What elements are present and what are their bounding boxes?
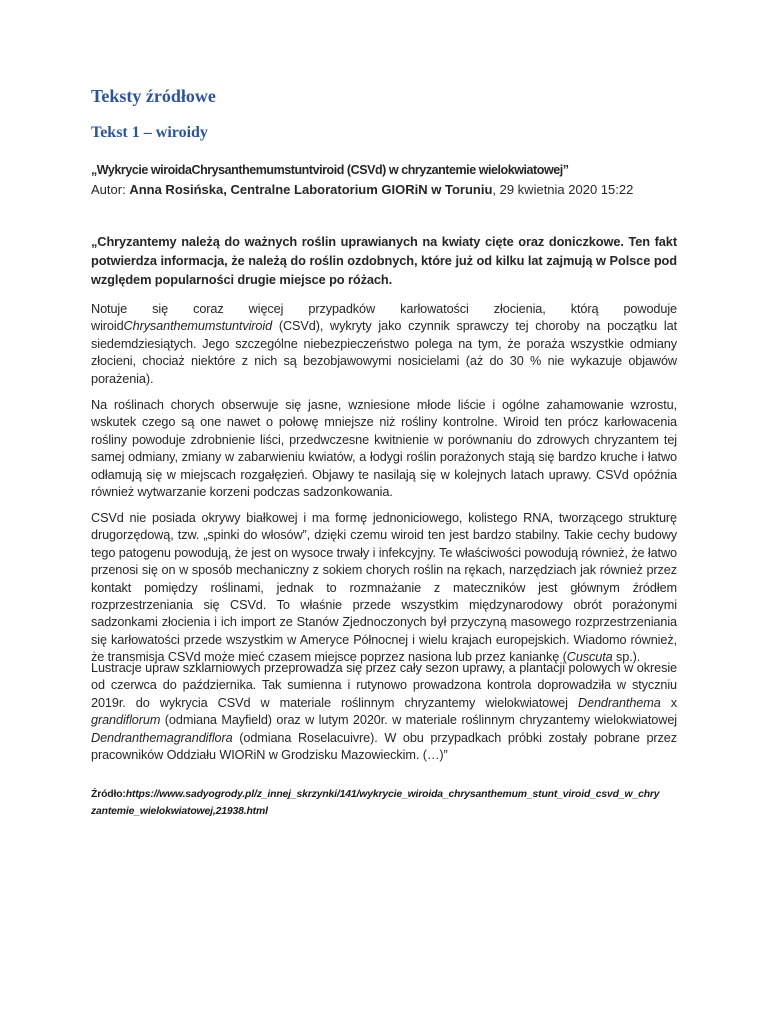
paragraph-3: Na roślinach chorych obserwuje się jasne, wzniesione młode liście i ogólne zahamowanie wzrostu, wskutek czego są one nawet o połowę mniejsze niż rośliny kontrolne. Wiroid ten prócz karłowacenia rośliny powoduje zdrobnienie liści, przedwczesne kwitnienie w porównaniu do zdrowych chryzantem tej samej odmiany, zmiany w zabarwieniu kwiatów, a łodygi roślin porażonych stają się bardzo kruche i łatwo odłamują się w miejscach rozgałęzień. Objawy te nasilają się w kolejnych latach uprawy. CSVd opóźnia również wytwarzanie korzeni podczas sadzonkowania. bbox=[91, 398, 677, 500]
source-url-line-2[interactable]: zantemie_wielokwiatowej,21938.html bbox=[91, 806, 268, 817]
author-name: Anna Rosińska, Centralne Laboratorium GIORiN w Toruniu bbox=[129, 182, 493, 197]
paragraph-5-italic-1: Dendranthema bbox=[577, 695, 661, 710]
subsection-title: Tekst 1 – wiroidy bbox=[91, 124, 208, 141]
paragraph-4 bbox=[91, 510, 677, 667]
article-title: „Wykrycie wiroidaChrysanthemumstuntviroid (CSVd) w chryzantemie wielokwiatowej” bbox=[91, 163, 569, 177]
paragraph-5-text-a: Lustracje upraw szklarniowych przeprowadza się przez cały sezon uprawy, a plantacji polowych w okresie od czerwca do października. Tak sumienna i rutynowo prowadzona kontrola doprowadziła w styczniu 2019r. do wykrycia CSVd w materiale roślinnym chryzantemy wielokwiatowej bbox=[91, 661, 677, 710]
paragraph-5-italic-3: Dendranthemagrandiflora bbox=[91, 730, 233, 745]
paragraph-intro: „Chryzantemy należą do ważnych roślin uprawianych na kwiaty cięte oraz doniczkowe. Ten fakt potwierdza informacja, że należą do roślin ozdobnych, które już od kilku lat zajmują w Polsce pod względem popularności drugie miejsce po różach. bbox=[91, 234, 677, 287]
paragraph-4-text-a: CSVd nie posiada okrywy białkowej i ma formę jednoniciowego, kolistego RNA, tworzącego strukturę drugorzędową, tzw. „spinki do włosów”, dzięki czemu wiroid ten jest bardzo stabilny. Takie cechy budowy tego patogenu powodują, że jest on wysoce trwały i infekcyjny. Te właściwości powodują również, że łatwo przenosi się on w sposób mechaniczny z sokiem chorych roślin na rękach, narzędziach jak również przez kontakt pomiędzy roślinami, jednak to rozmnażanie z mateczników jest głównym źródłem rozprzestrzeniania się CSVd. To właśnie przede wszystkim międzynarodowy obrót porażonymi sadzonkami złocienia i ich import ze Stanów Zjednoczonych był przyczyną masowego rozprzestrzeniania się karłowatości przede wszystkim w Ameryce Północnej i wielu krajach europejskich. Wiadomo również, że transmisja CSVd może mieć czasem miejsce poprzez nasiona lub przez kaniankę ( bbox=[91, 511, 677, 665]
author-date: , 29 kwietnia 2020 15:22 bbox=[492, 182, 634, 197]
paragraph-2-text-b: (CSVd), wykryty jako czynnik sprawczy tej choroby na początku lat siedemdziesiątych. Jego szczególne niebezpieczeństwo polega na tym, że poraża wszystkie odmiany złocieni, chociaż niektóre z nich są bezobjawowymi nosicielami (aż do 30 % nie wykazuje objawów porażenia). bbox=[91, 319, 677, 386]
paragraph-4-text-b: sp.). bbox=[612, 650, 641, 665]
paragraph-5 bbox=[91, 660, 677, 764]
paragraph-5-italic-2: grandiflorum bbox=[91, 713, 161, 728]
section-title: Teksty źródłowe bbox=[91, 86, 216, 106]
paragraph-2 bbox=[91, 301, 677, 388]
author-label: Autor: bbox=[91, 182, 126, 197]
author-line bbox=[91, 182, 633, 197]
paragraph-2-italic: Chrysanthemumstuntviroid bbox=[123, 319, 273, 334]
paragraph-4-italic: Cuscuta bbox=[566, 650, 613, 665]
paragraph-2-text-a: Notuje się coraz więcej przypadków karłowatości złocienia, którą powoduje wiroid bbox=[91, 302, 677, 334]
paragraph-5-text-b: x bbox=[660, 695, 677, 710]
source-citation bbox=[91, 786, 691, 820]
source-url-line-1[interactable]: https://www.sadyogrody.pl/z_innej_skrzynki/141/wykrycie_wiroida_chrysanthemum_stunt_viroid_csvd_w_chry bbox=[125, 789, 660, 800]
source-label: Źródło: bbox=[91, 789, 126, 800]
paragraph-5-text-d: (odmiana Roselacuivre). W obu przypadkach próbki zostały pobrane przez pracowników Oddziału WIORiN w Grodzisku Mazowieckim. (…)” bbox=[91, 730, 677, 763]
paragraph-5-text-c: (odmiana Mayfield) oraz w lutym 2020r. w materiale roślinnym chryzantemy wielokwiatowej bbox=[160, 713, 677, 728]
